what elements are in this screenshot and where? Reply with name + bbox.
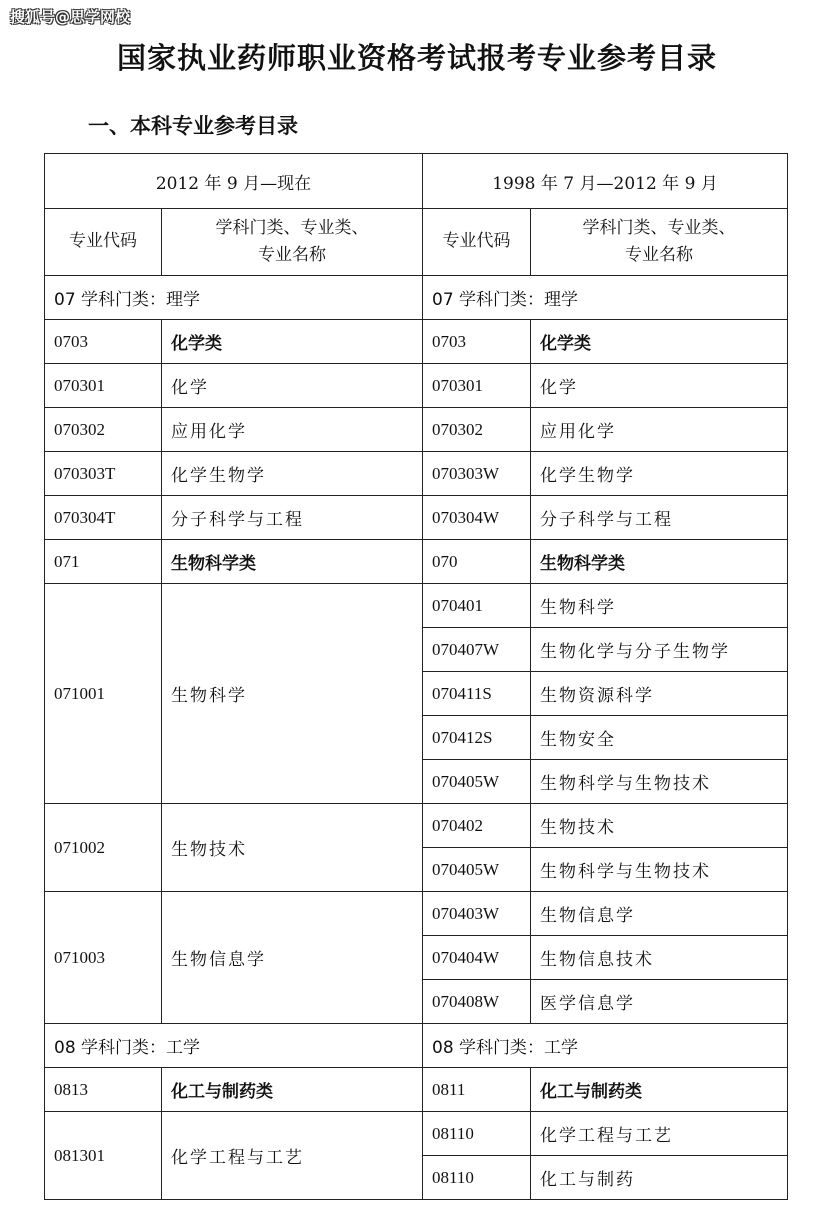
major-name-cell: 化学工程与工艺: [531, 1112, 788, 1156]
code-cell: 070302: [45, 408, 162, 452]
class-row-chemistry: [45, 320, 788, 364]
code-cell: 071: [45, 540, 162, 584]
code-cell: 0703: [45, 320, 162, 364]
code-cell: 08110: [423, 1156, 531, 1200]
code-cell: 070405W: [423, 848, 531, 892]
table-row: [45, 804, 788, 848]
major-name-cell: 生物科学与生物技术: [531, 760, 788, 804]
table-row: [45, 584, 788, 628]
major-name-cell: 化学: [531, 364, 788, 408]
code-cell: 070: [423, 540, 531, 584]
major-catalog-table: [44, 153, 788, 1200]
code-header-right: 专业代码: [423, 209, 531, 276]
code-cell: 070405W: [423, 760, 531, 804]
discipline-row-engineering: [45, 1024, 788, 1068]
major-name-cell: 化学: [162, 364, 423, 408]
name-header-right: [531, 209, 788, 276]
class-name-cell: 化工与制药类: [162, 1068, 423, 1112]
name-header-line1: 学科门类、专业类、: [215, 217, 369, 238]
discipline-right: 07 学科门类：理学: [423, 276, 788, 320]
name-header-line1: 学科门类、专业类、: [582, 217, 736, 238]
major-name-cell: 生物化学与分子生物学: [531, 628, 788, 672]
major-name-cell: 化学工程与工艺: [162, 1112, 423, 1200]
discipline-left: 08 学科门类：工学: [45, 1024, 423, 1068]
table-row: [45, 1112, 788, 1156]
code-cell: 070402: [423, 804, 531, 848]
class-row-chem-engineering: [45, 1068, 788, 1112]
discipline-row-science: [45, 276, 788, 320]
period-previous: 1998 年 7 月—2012 年 9 月: [423, 154, 788, 209]
major-name-cell: 分子科学与工程: [531, 496, 788, 540]
discipline-left: 07 学科门类：理学: [45, 276, 423, 320]
code-cell: 070403W: [423, 892, 531, 936]
code-cell: 070302: [423, 408, 531, 452]
major-name-cell: 应用化学: [162, 408, 423, 452]
code-cell: 070303T: [45, 452, 162, 496]
class-name-cell: 化学类: [162, 320, 423, 364]
major-name-cell: 生物技术: [162, 804, 423, 892]
table-row: [45, 408, 788, 452]
code-cell: 0811: [423, 1068, 531, 1112]
major-name-cell: 生物安全: [531, 716, 788, 760]
class-row-biology: [45, 540, 788, 584]
code-cell: 071002: [45, 804, 162, 892]
major-name-cell: 化学生物学: [531, 452, 788, 496]
code-cell: 070401: [423, 584, 531, 628]
code-cell: 081301: [45, 1112, 162, 1200]
section-heading: 一、本科专业参考目录: [88, 113, 298, 138]
table-row: [45, 452, 788, 496]
code-cell: 071003: [45, 892, 162, 1024]
name-header-left: [162, 209, 423, 276]
column-header-row: [45, 209, 788, 276]
table-row: [45, 496, 788, 540]
major-name-cell: 化学生物学: [162, 452, 423, 496]
major-name-cell: 生物信息技术: [531, 936, 788, 980]
code-cell: 070301: [45, 364, 162, 408]
document-title: 国家执业药师职业资格考试报考专业参考目录: [116, 41, 717, 75]
major-name-cell: 化工与制药: [531, 1156, 788, 1200]
code-cell: 070412S: [423, 716, 531, 760]
major-name-cell: 生物资源科学: [531, 672, 788, 716]
class-name-cell: 化工与制药类: [531, 1068, 788, 1112]
code-cell: 070407W: [423, 628, 531, 672]
discipline-right: 08 学科门类：工学: [423, 1024, 788, 1068]
code-cell: 0703: [423, 320, 531, 364]
period-current: 2012 年 9 月—现在: [45, 154, 423, 209]
period-header-row: [45, 154, 788, 209]
major-name-cell: 应用化学: [531, 408, 788, 452]
code-header-left: 专业代码: [45, 209, 162, 276]
major-name-cell: 医学信息学: [531, 980, 788, 1024]
major-name-cell: 生物科学: [531, 584, 788, 628]
name-header-line2: 专业名称: [258, 245, 326, 265]
major-name-cell: 生物信息学: [531, 892, 788, 936]
code-cell: 070411S: [423, 672, 531, 716]
code-cell: 08110: [423, 1112, 531, 1156]
table-row: [45, 892, 788, 936]
code-cell: 070304T: [45, 496, 162, 540]
major-name-cell: 生物信息学: [162, 892, 423, 1024]
code-cell: 070303W: [423, 452, 531, 496]
class-name-cell: 化学类: [531, 320, 788, 364]
major-name-cell: 生物技术: [531, 804, 788, 848]
code-cell: 071001: [45, 584, 162, 804]
code-cell: 0813: [45, 1068, 162, 1112]
watermark-text: 搜狐号@思学网校: [10, 8, 131, 26]
major-name-cell: 生物科学: [162, 584, 423, 804]
class-name-cell: 生物科学类: [162, 540, 423, 584]
code-cell: 070301: [423, 364, 531, 408]
code-cell: 070404W: [423, 936, 531, 980]
table-row: [45, 364, 788, 408]
code-cell: 070304W: [423, 496, 531, 540]
name-header-line2: 专业名称: [625, 245, 694, 265]
major-name-cell: 生物科学与生物技术: [531, 848, 788, 892]
major-name-cell: 分子科学与工程: [162, 496, 423, 540]
class-name-cell: 生物科学类: [531, 540, 788, 584]
code-cell: 070408W: [423, 980, 531, 1024]
